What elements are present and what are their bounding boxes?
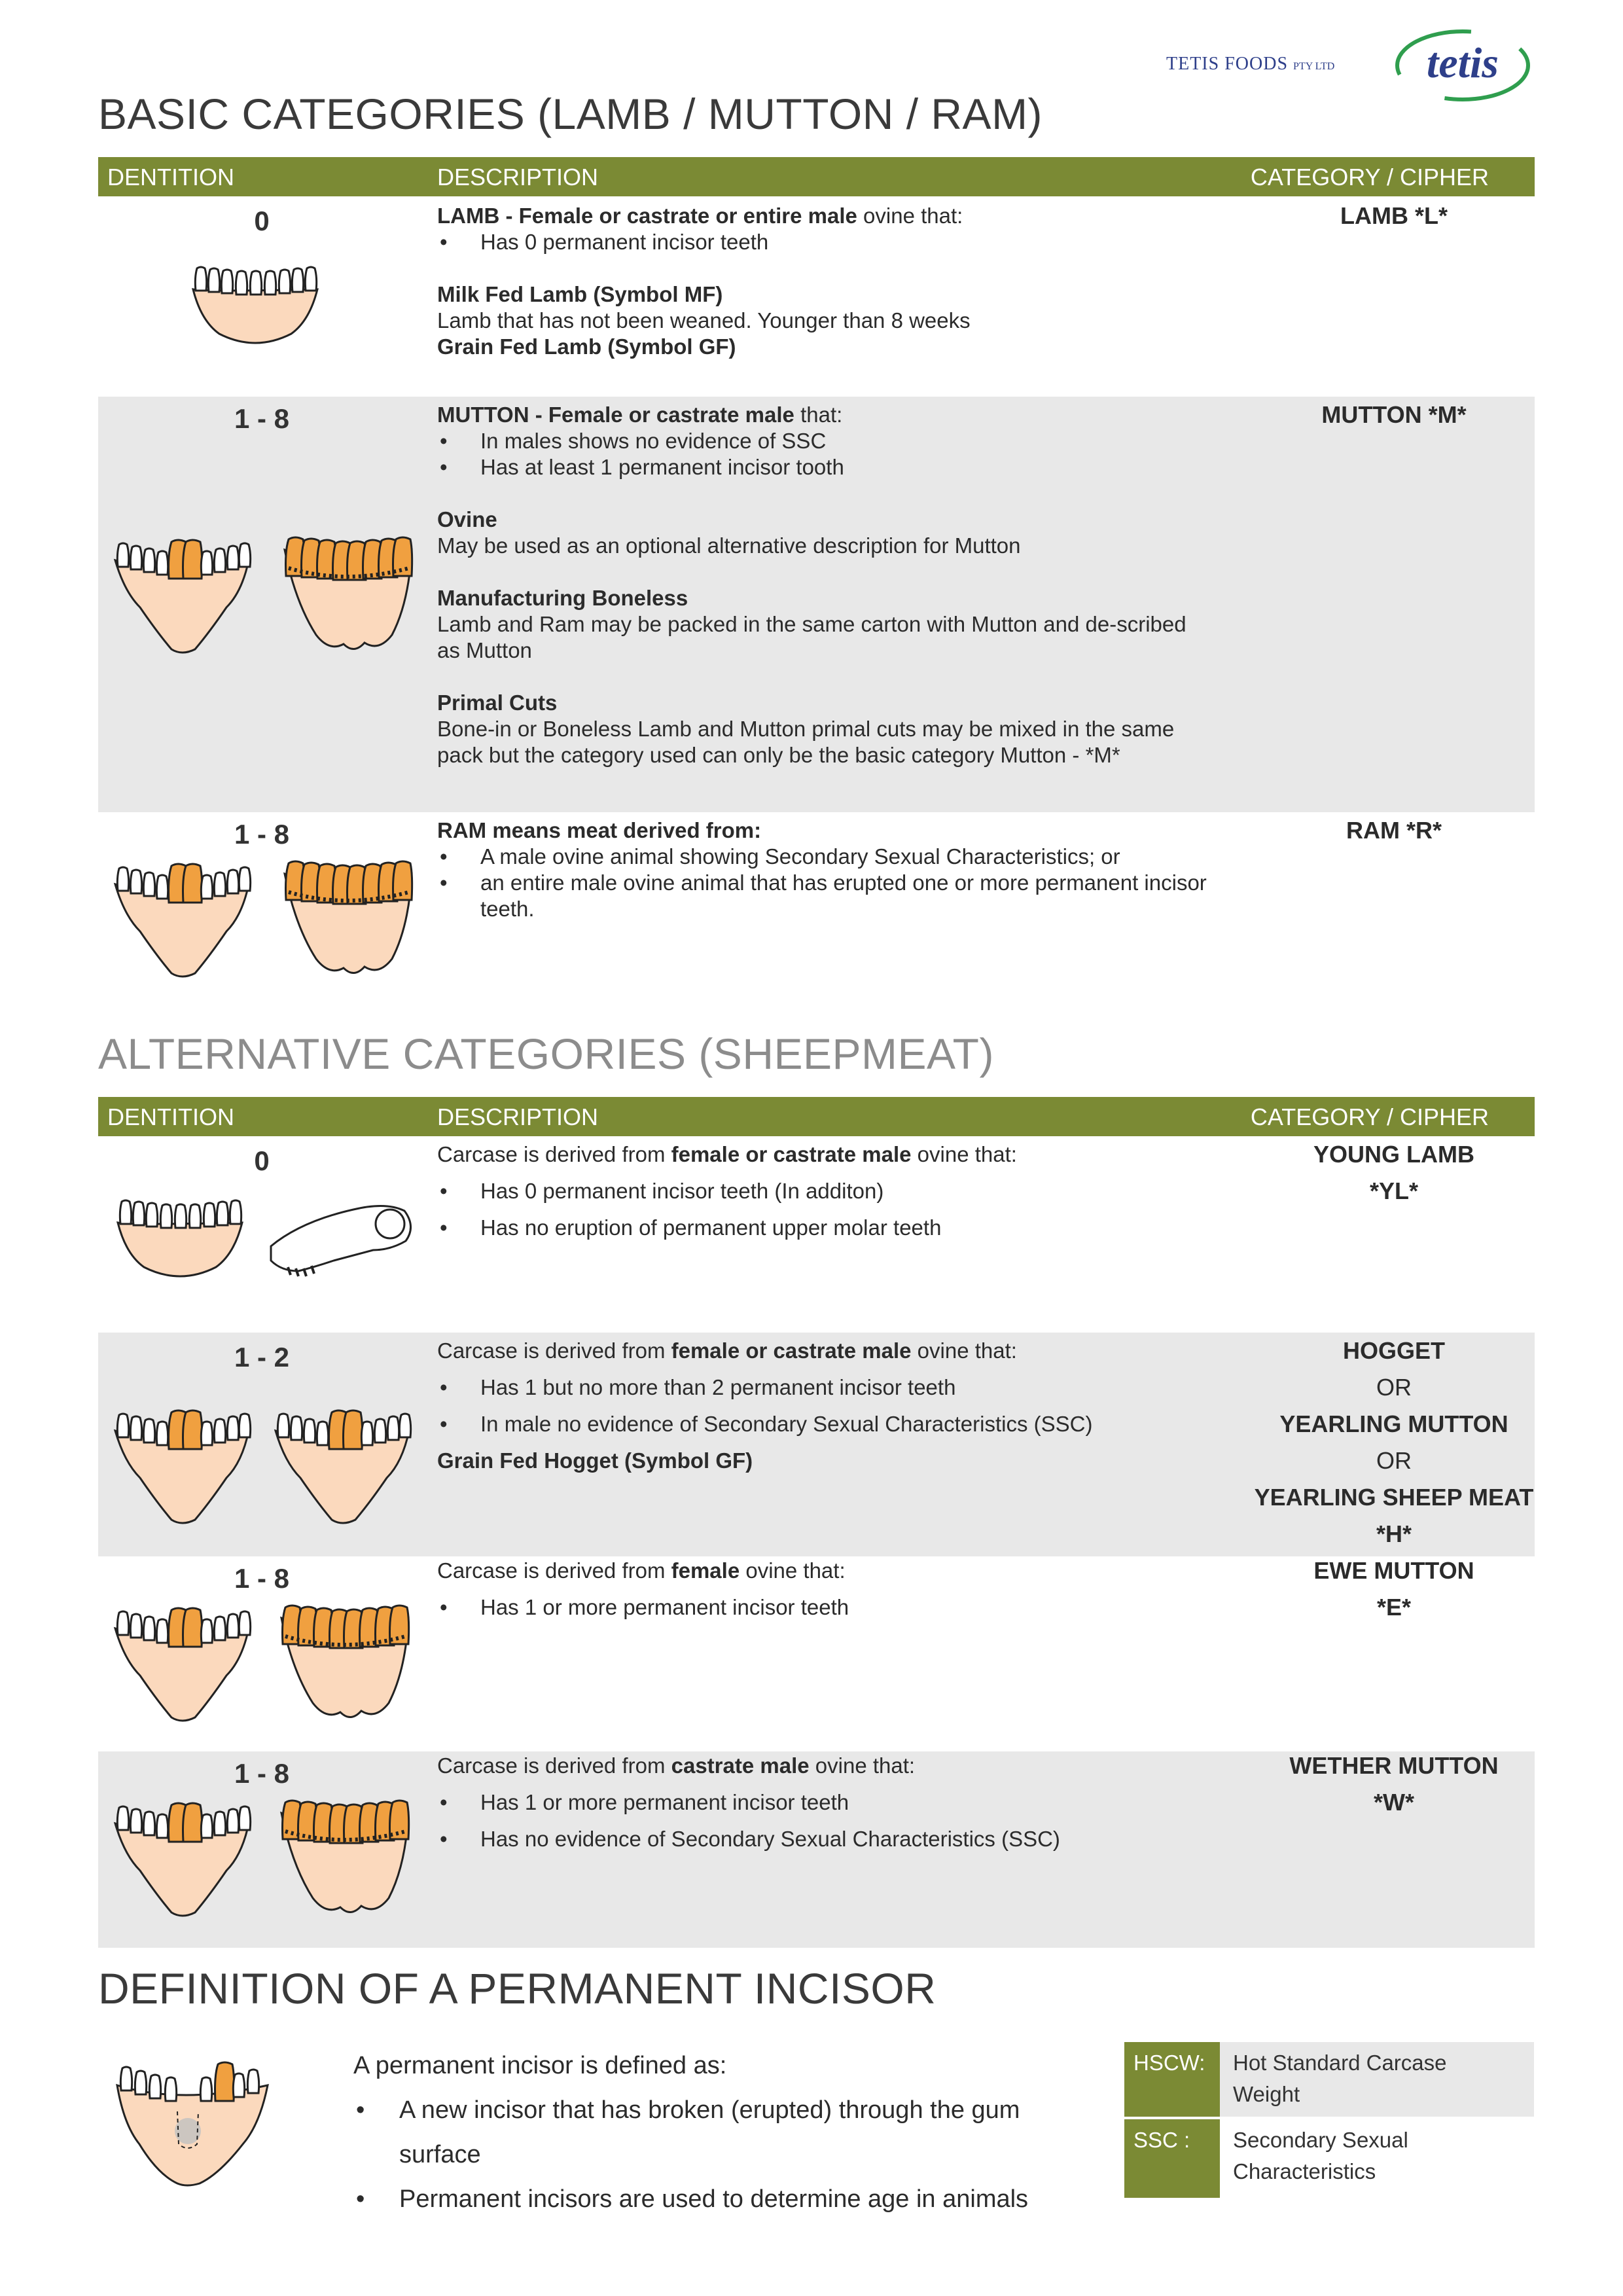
jaw-full-mouth-diagram (278, 528, 422, 658)
mutton-description: MUTTON - Female or castrate male that: • In males shows no evidence of SSC • Has at least 1 permanent incisor tooth Ovine May be used as an optional alternative description for Mutton Manufacturing Boneless Lamb and Ram may be packed in the same carton with Mutton and de-scribed as Mutton Primal Cuts Bone-in or Boneless Lamb and Mutton primal cuts may be mixed in the same pack but the category used can only be the basic category Mutton - *M* (437, 402, 1327, 768)
jaw-two-tooth-diagram (111, 1596, 262, 1727)
ram-description: RAM means meat derived from: • A male ovine animal showing Secondary Sexual Characteristics; or • an entire male ovine animal that has erupted one or more permanent incisor teeth. (437, 817, 1327, 922)
alternative-table-header (98, 1097, 1535, 1136)
col-description: DESCRIPTION (437, 164, 599, 190)
dentition-value: 1 - 2 (234, 1342, 290, 1372)
wether-mutton-description: Carcase is derived from castrate male ovine that: • Has 1 or more permanent incisor teeth • Has no evidence of Secondary Sexual Characteristics (SSC) (437, 1748, 1327, 1857)
glossary-term: HSCW: (1124, 2042, 1220, 2117)
mutton-row (98, 397, 1535, 812)
ram-row (98, 812, 1535, 1009)
jaw-full-mouth-diagram (275, 1596, 419, 1727)
lamb-row (98, 196, 1535, 397)
jaw-two-tooth-diagram (111, 852, 262, 982)
wether-mutton-row (98, 1751, 1535, 1948)
definition-title: DEFINITION OF A PERMANENT INCISOR (98, 1964, 936, 2013)
basic-table-header (98, 157, 1535, 196)
glossary-definition: Secondary Sexual Characteristics (1220, 2119, 1534, 2198)
jaw-four-tooth-diagram (272, 1398, 422, 1529)
glossary-term: SSC : (1124, 2119, 1220, 2198)
lamb-description: LAMB - Female or castrate or entire male ovine that: • Has 0 permanent incisor teeth Milk Fed Lamb (Symbol MF) Lamb that has not been weaned. Younger than 8 weeks Grain Fed Lamb (Symbol GF) (437, 203, 1327, 360)
jaw-no-incisors-diagram (111, 1182, 262, 1300)
col-dentition: DENTITION (107, 164, 234, 190)
jaw-two-tooth-diagram (111, 1791, 262, 1922)
definition-text: A permanent incisor is defined as: • A new incisor that has broken (erupted) through the gum surface • Permanent incisors are used to determine age in animals (353, 2043, 1099, 2221)
jaw-full-mouth-diagram (278, 852, 422, 982)
dentition-value: 1 - 8 (234, 1563, 290, 1594)
ewe-mutton-description: Carcase is derived from female ovine that: • Has 1 or more permanent incisor teeth (437, 1552, 1327, 1626)
glossary-ssc (1124, 2119, 1534, 2198)
jaw-no-incisors-diagram (187, 236, 337, 353)
hogget-description: Carcase is derived from female or castrate male ovine that: • Has 1 but no more than 2 permanent incisor teeth • In male no evidence of Secondary Sexual Characteristics (SSC) Grain Fed Hogget (Symbol GF) (437, 1333, 1327, 1479)
incisor-definition-diagram (108, 2046, 278, 2197)
company-brand (1152, 26, 1531, 105)
mutton-cipher: MUTTON *M* (1321, 401, 1467, 428)
col-category: CATEGORY / CIPHER (1250, 164, 1489, 190)
jaw-two-tooth-diagram (111, 1398, 262, 1529)
hogget-cipher: HOGGET OR YEARLING MUTTON OR YEARLING SHEEP MEAT *H* (1254, 1337, 1534, 1547)
tetis-logo (1394, 26, 1531, 103)
jaw-two-tooth-diagram (111, 528, 262, 658)
glossary-hscw (1124, 2042, 1534, 2117)
glossary-definition: Hot Standard Carcase Weight (1220, 2042, 1534, 2117)
company-name: TETIS FOODS PTY LTD (1166, 54, 1335, 74)
ewe-mutton-row (98, 1556, 1535, 1751)
logo-text: tetis (1427, 39, 1499, 87)
col-dentition: DENTITION (107, 1103, 234, 1130)
ewe-mutton-cipher: EWE MUTTON *E* (1313, 1557, 1474, 1621)
basic-categories-title: BASIC CATEGORIES (LAMB / MUTTON / RAM) (98, 90, 1043, 138)
lamb-cipher: LAMB *L* (1340, 202, 1448, 229)
dentition-value: 1 - 8 (234, 403, 290, 434)
hogget-row (98, 1333, 1535, 1556)
dentition-value: 1 - 8 (234, 1758, 290, 1789)
dentition-value: 0 (254, 206, 270, 236)
dentition-value: 1 - 8 (234, 819, 290, 850)
jaw-full-mouth-diagram (275, 1791, 419, 1922)
col-category: CATEGORY / CIPHER (1250, 1103, 1489, 1130)
skull-molar-diagram (262, 1195, 425, 1287)
col-description: DESCRIPTION (437, 1103, 599, 1130)
dentition-value: 0 (254, 1145, 270, 1176)
ram-cipher: RAM *R* (1346, 817, 1442, 844)
young-lamb-description: Carcase is derived from female or castrate male ovine that: • Has 0 permanent incisor teeth (In additon) • Has no eruption of permanent upper molar teeth (437, 1136, 1327, 1246)
wether-mutton-cipher: WETHER MUTTON *W* (1289, 1752, 1499, 1816)
young-lamb-row (98, 1136, 1535, 1333)
alternative-categories-title: ALTERNATIVE CATEGORIES (SHEEPMEAT) (98, 1030, 994, 1078)
young-lamb-cipher: YOUNG LAMB *YL* (1313, 1141, 1474, 1204)
